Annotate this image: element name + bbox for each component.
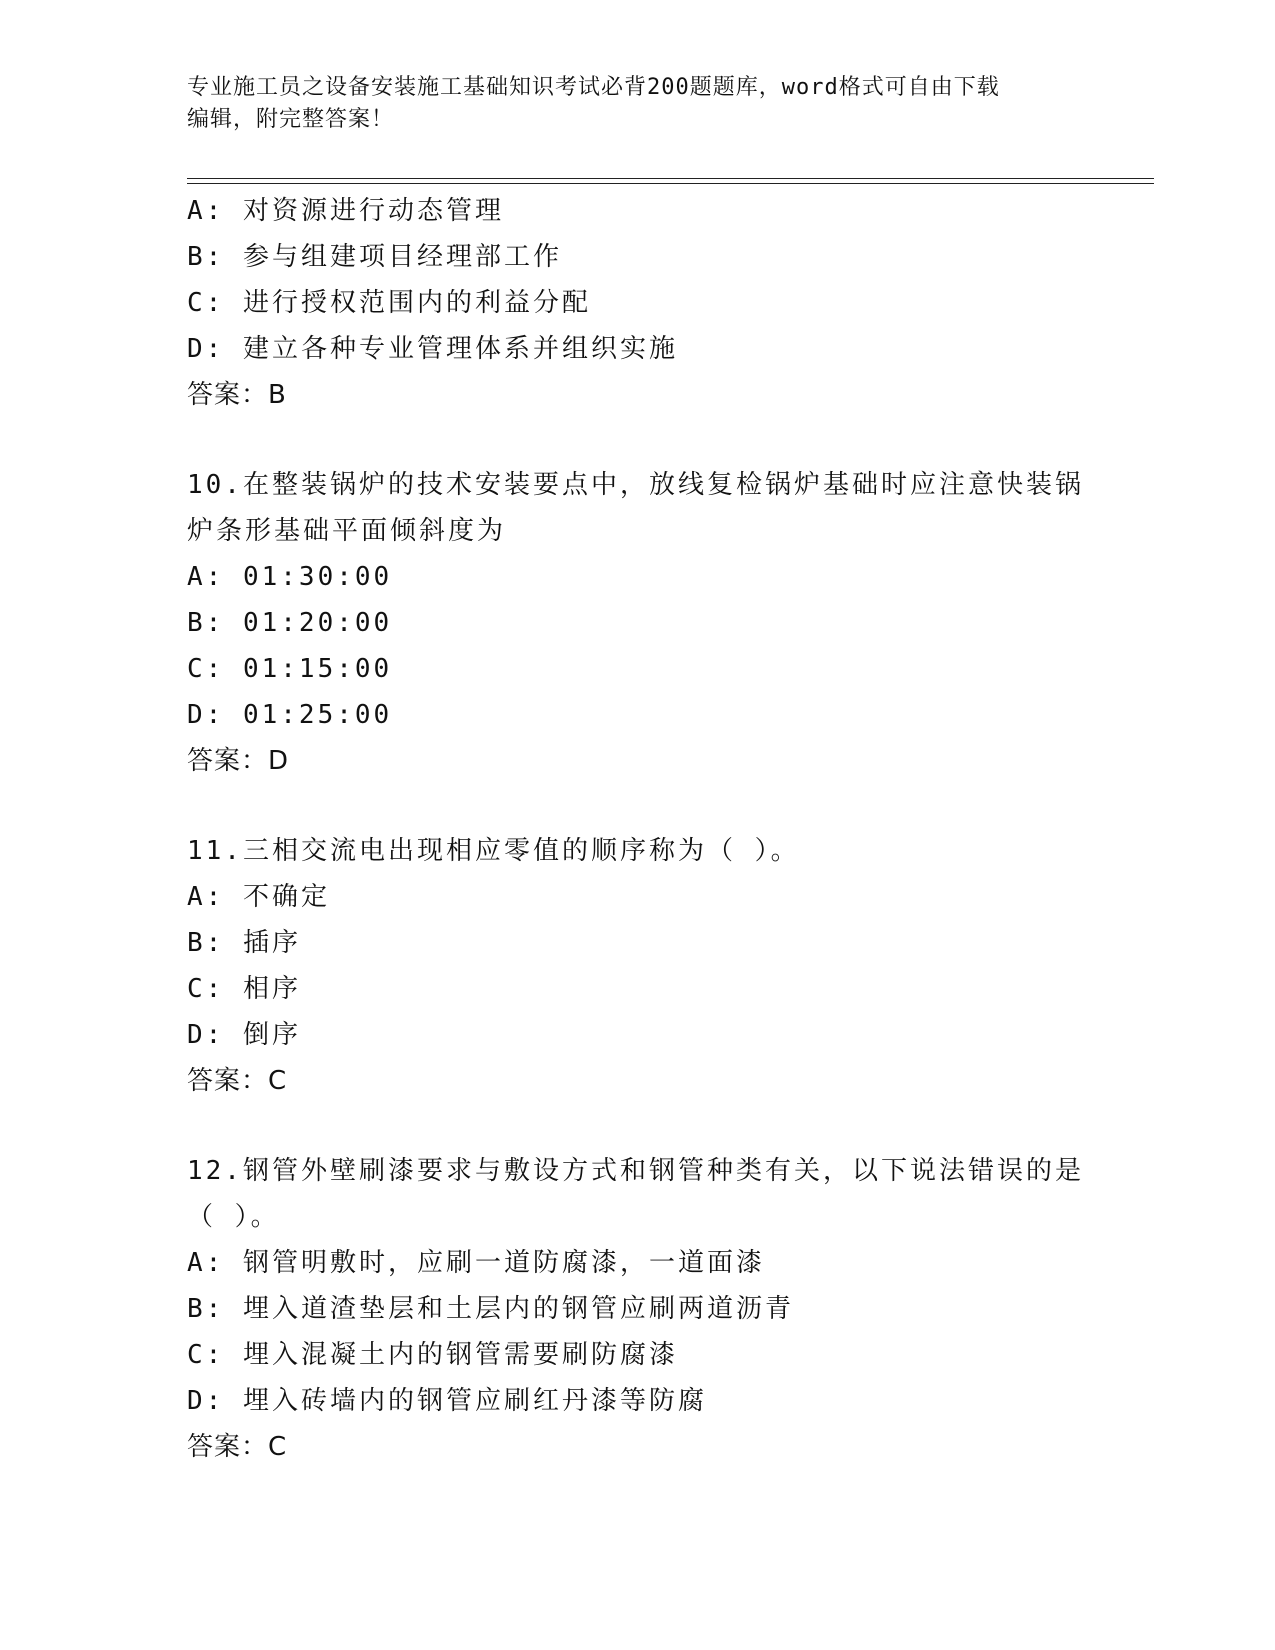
question-12: [187, 1148, 1087, 1470]
header-divider-top: [187, 178, 1154, 179]
answer-label: 答案：C: [187, 1432, 288, 1462]
option-a: A: 不确定: [187, 882, 330, 912]
header-divider-bottom: [187, 183, 1154, 184]
option-d: D: 倒序: [187, 1020, 301, 1050]
option-b: B: 01:20:00: [187, 608, 393, 638]
answer-label: 答案：D: [187, 746, 290, 776]
option-c: C: 埋入混凝土内的钢管需要刷防腐漆: [187, 1340, 678, 1370]
option-a: A: 钢管明敷时，应刷一道防腐漆，一道面漆: [187, 1248, 765, 1278]
option-b: B: 插序: [187, 928, 301, 958]
option-a: A: 对资源进行动态管理: [187, 196, 504, 226]
option-b: B: 参与组建项目经理部工作: [187, 242, 562, 272]
question-9: [187, 188, 1087, 418]
answer-label: 答案：C: [187, 1066, 288, 1096]
question-11: [187, 828, 1087, 1104]
option-c: C: 进行授权范围内的利益分配: [187, 288, 591, 318]
question-stem-line-2: 炉条形基础平面倾斜度为: [187, 516, 507, 546]
option-d: D: 埋入砖墙内的钢管应刷红丹漆等防腐: [187, 1386, 707, 1416]
option-a: A: 01:30:00: [187, 562, 393, 592]
spacer: [187, 418, 1087, 462]
spacer: [187, 1104, 1087, 1148]
question-stem-line-1: 12.钢管外壁刷漆要求与敷设方式和钢管种类有关，以下说法错误的是: [187, 1156, 1084, 1186]
option-c: C: 相序: [187, 974, 301, 1004]
option-d: D: 01:25:00: [187, 700, 393, 730]
question-stem-line-2: （ ）。: [187, 1202, 280, 1232]
header-title-line-2: 编辑，附完整答案！: [187, 107, 395, 132]
question-stem-line-1: 11.三相交流电出现相应零值的顺序称为（ ）。: [187, 836, 800, 866]
answer-label: 答案：B: [187, 380, 287, 410]
option-d: D: 建立各种专业管理体系并组织实施: [187, 334, 678, 364]
question-list: [187, 188, 1087, 1470]
document-header: [187, 72, 1067, 136]
option-c: C: 01:15:00: [187, 654, 393, 684]
spacer: [187, 784, 1087, 828]
header-title-line-1: 专业施工员之设备安装施工基础知识考试必背200题题库，word格式可自由下载: [187, 75, 1000, 100]
option-b: B: 埋入道渣垫层和土层内的钢管应刷两道沥青: [187, 1294, 794, 1324]
question-10: [187, 462, 1087, 784]
question-stem-line-1: 10.在整装锅炉的技术安装要点中，放线复检锅炉基础时应注意快装锅: [187, 470, 1084, 500]
